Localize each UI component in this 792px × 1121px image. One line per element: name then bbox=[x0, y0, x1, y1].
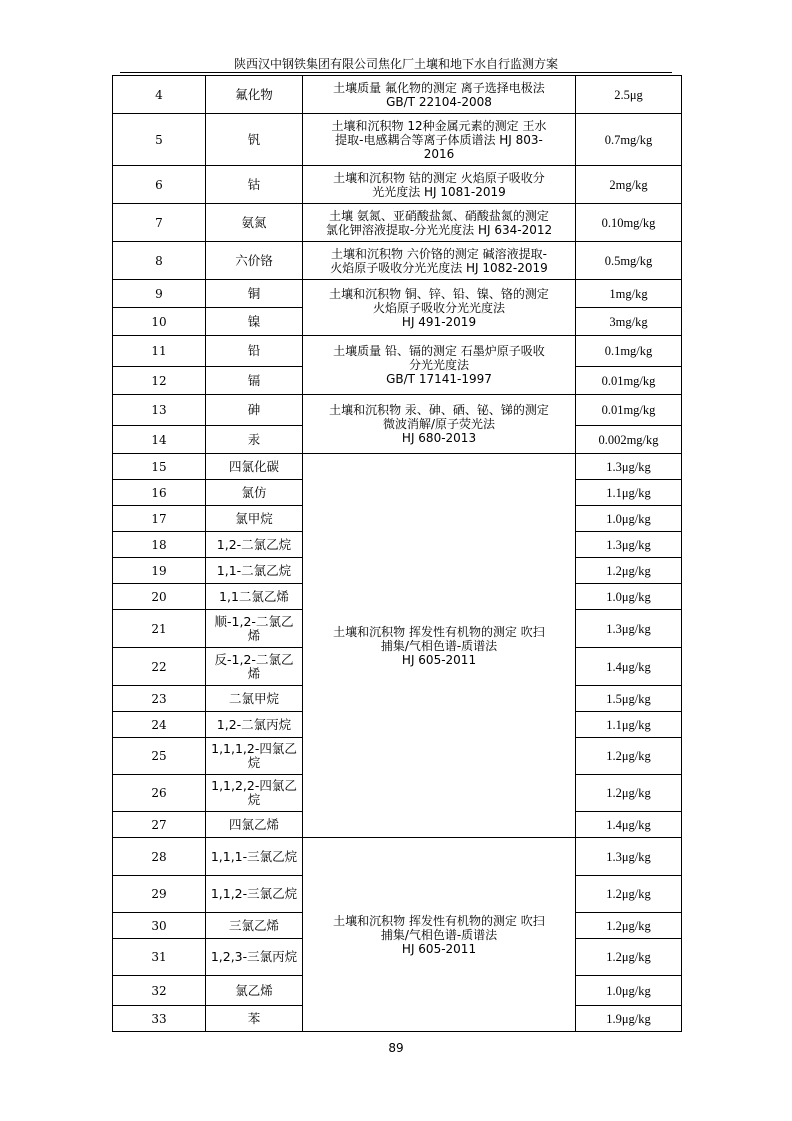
method-line: 土壤和沉积物 挥发性有机物的测定 吹扫 bbox=[333, 913, 545, 928]
method-line: 土壤质量 铅、镉的测定 石墨炉原子吸收 bbox=[333, 344, 545, 358]
monitoring-methods-table bbox=[112, 75, 682, 1032]
method-line: GB/T 17141-1997 bbox=[386, 372, 492, 386]
analyte-name: 钴 bbox=[206, 166, 303, 204]
analyte-name: 1,2-二氯丙烷 bbox=[206, 712, 303, 738]
method-line: 火焰原子吸收分光光度法 HJ 1082-2019 bbox=[330, 260, 548, 275]
detection-limit: 0.7mg/kg bbox=[576, 114, 682, 166]
row-number: 25 bbox=[113, 738, 206, 775]
row-number: 21 bbox=[113, 610, 206, 648]
row-number: 16 bbox=[113, 480, 206, 506]
analysis-method bbox=[303, 114, 576, 166]
analyte-name: 镍 bbox=[206, 308, 303, 336]
detection-limit: 2mg/kg bbox=[576, 166, 682, 204]
row-number: 13 bbox=[113, 395, 206, 426]
method-line: 2016 bbox=[423, 146, 455, 161]
method-line: 捕集/气相色谱-质谱法 bbox=[380, 638, 498, 653]
analysis-method bbox=[303, 204, 576, 242]
table-row bbox=[113, 395, 682, 426]
detection-limit: 1.4μg/kg bbox=[576, 812, 682, 838]
method-line: 土壤和沉积物 汞、砷、硒、铋、锑的测定 bbox=[329, 403, 549, 417]
analysis-method bbox=[303, 280, 576, 336]
analyte-name: 氯乙烯 bbox=[206, 976, 303, 1006]
detection-limit: 1.3μg/kg bbox=[576, 838, 682, 876]
row-number: 27 bbox=[113, 812, 206, 838]
table-row bbox=[113, 76, 682, 114]
row-number: 15 bbox=[113, 454, 206, 480]
detection-limit: 1.5μg/kg bbox=[576, 686, 682, 712]
method-line: 氯化钾溶液提取-分光光度法 HJ 634-2012 bbox=[325, 222, 553, 237]
analyte-name: 苯 bbox=[206, 1006, 303, 1032]
row-number: 4 bbox=[113, 76, 206, 114]
page-header: 陕西汉中钢铁集团有限公司焦化厂土壤和地下水自行监测方案 bbox=[233, 57, 558, 71]
detection-limit: 1mg/kg bbox=[576, 280, 682, 308]
row-number: 7 bbox=[113, 204, 206, 242]
method-line: HJ 491-2019 bbox=[401, 314, 477, 329]
method-line: 土壤和沉积物 钴的测定 火焰原子吸收分 bbox=[333, 170, 545, 185]
detection-limit: 1.3μg/kg bbox=[576, 532, 682, 558]
row-number: 29 bbox=[113, 876, 206, 913]
detection-limit: 2.5μg bbox=[576, 76, 682, 114]
analyte-name: 二氯甲烷 bbox=[206, 686, 303, 712]
analyte-name: 1,2,3-三氯丙烷 bbox=[206, 939, 303, 976]
table-row bbox=[113, 114, 682, 166]
detection-limit: 1.2μg/kg bbox=[576, 876, 682, 913]
table-row bbox=[113, 280, 682, 308]
row-number: 6 bbox=[113, 166, 206, 204]
analyte-name: 镉 bbox=[206, 367, 303, 395]
analysis-method bbox=[303, 242, 576, 280]
detection-limit: 1.4μg/kg bbox=[576, 648, 682, 686]
row-number: 8 bbox=[113, 242, 206, 280]
analysis-method bbox=[303, 454, 576, 838]
table-row bbox=[113, 838, 682, 876]
detection-limit: 1.0μg/kg bbox=[576, 506, 682, 532]
analyte-name: 砷 bbox=[206, 395, 303, 426]
analyte-name: 铅 bbox=[206, 336, 303, 367]
analyte-name: 反-1,2-二氯乙烯 bbox=[206, 648, 303, 686]
table-row bbox=[113, 242, 682, 280]
method-line: 土壤和沉积物 六价铬的测定 碱溶液提取- bbox=[331, 246, 547, 261]
detection-limit: 0.10mg/kg bbox=[576, 204, 682, 242]
analyte-name: 1,1,1,2-四氯乙烷 bbox=[206, 738, 303, 775]
detection-limit: 1.3μg/kg bbox=[576, 610, 682, 648]
analysis-method bbox=[303, 395, 576, 454]
row-number: 28 bbox=[113, 838, 206, 876]
analyte-name: 三氯乙烯 bbox=[206, 913, 303, 939]
row-number: 11 bbox=[113, 336, 206, 367]
method-line: 土壤 氨氮、亚硝酸盐氮、硝酸盐氮的测定 bbox=[329, 208, 549, 223]
method-line: HJ 680-2013 bbox=[401, 431, 477, 445]
row-number: 23 bbox=[113, 686, 206, 712]
analyte-name: 氨氮 bbox=[206, 204, 303, 242]
table-row bbox=[113, 166, 682, 204]
row-number: 9 bbox=[113, 280, 206, 308]
detection-limit: 1.1μg/kg bbox=[576, 480, 682, 506]
analysis-method bbox=[303, 76, 576, 114]
analyte-name: 氯甲烷 bbox=[206, 506, 303, 532]
method-line: 土壤和沉积物 铜、锌、铅、镍、铬的测定 bbox=[329, 286, 549, 301]
analyte-name: 1,1二氯乙烯 bbox=[206, 584, 303, 610]
analyte-name: 六价铬 bbox=[206, 242, 303, 280]
detection-limit: 3mg/kg bbox=[576, 308, 682, 336]
analysis-method bbox=[303, 336, 576, 395]
analyte-name: 氯仿 bbox=[206, 480, 303, 506]
detection-limit: 1.0μg/kg bbox=[576, 584, 682, 610]
detection-limit: 0.01mg/kg bbox=[576, 367, 682, 395]
detection-limit: 0.01mg/kg bbox=[576, 395, 682, 426]
analyte-name: 顺-1,2-二氯乙烯 bbox=[206, 610, 303, 648]
analyte-name: 氟化物 bbox=[206, 76, 303, 114]
method-line: 土壤和沉积物 挥发性有机物的测定 吹扫 bbox=[333, 624, 545, 639]
analyte-name: 四氯化碳 bbox=[206, 454, 303, 480]
analyte-name: 汞 bbox=[206, 426, 303, 454]
method-line: 分光光度法 bbox=[408, 358, 469, 372]
method-line: 捕集/气相色谱-质谱法 bbox=[380, 927, 498, 942]
row-number: 24 bbox=[113, 712, 206, 738]
method-line: 光光度法 HJ 1081-2019 bbox=[372, 184, 506, 199]
detection-limit: 1.0μg/kg bbox=[576, 976, 682, 1006]
page-number: 89 bbox=[388, 1041, 404, 1055]
method-line: 火焰原子吸收分光光度法 bbox=[372, 300, 505, 315]
table-row bbox=[113, 336, 682, 367]
detection-limit: 1.3μg/kg bbox=[576, 454, 682, 480]
method-line: HJ 605-2011 bbox=[401, 941, 477, 956]
analyte-name: 1,1-二氯乙烷 bbox=[206, 558, 303, 584]
row-number: 17 bbox=[113, 506, 206, 532]
analysis-method bbox=[303, 838, 576, 1032]
detection-limit: 1.2μg/kg bbox=[576, 558, 682, 584]
row-number: 26 bbox=[113, 775, 206, 812]
analyte-name: 1,1,1-三氯乙烷 bbox=[206, 838, 303, 876]
method-line: 土壤和沉积物 12种金属元素的测定 王水 bbox=[331, 118, 547, 133]
row-number: 12 bbox=[113, 367, 206, 395]
header-rule bbox=[120, 72, 672, 73]
detection-limit: 1.1μg/kg bbox=[576, 712, 682, 738]
detection-limit: 0.002mg/kg bbox=[576, 426, 682, 454]
method-line: HJ 605-2011 bbox=[401, 652, 477, 667]
detection-limit: 1.2μg/kg bbox=[576, 738, 682, 775]
analyte-name: 1,1,2,2-四氯乙烷 bbox=[206, 775, 303, 812]
row-number: 18 bbox=[113, 532, 206, 558]
detection-limit: 0.1mg/kg bbox=[576, 336, 682, 367]
detection-limit: 1.2μg/kg bbox=[576, 913, 682, 939]
method-line: 提取-电感耦合等离子体质谱法 HJ 803- bbox=[335, 132, 543, 147]
detection-limit: 0.5mg/kg bbox=[576, 242, 682, 280]
method-line: GB/T 22104-2008 bbox=[386, 94, 492, 109]
table-row bbox=[113, 454, 682, 480]
analysis-method bbox=[303, 166, 576, 204]
detection-limit: 1.2μg/kg bbox=[576, 775, 682, 812]
row-number: 33 bbox=[113, 1006, 206, 1032]
analyte-name: 1,2-二氯乙烷 bbox=[206, 532, 303, 558]
row-number: 14 bbox=[113, 426, 206, 454]
row-number: 31 bbox=[113, 939, 206, 976]
row-number: 5 bbox=[113, 114, 206, 166]
row-number: 32 bbox=[113, 976, 206, 1006]
row-number: 30 bbox=[113, 913, 206, 939]
method-line: 土壤质量 氟化物的测定 离子选择电极法 bbox=[333, 80, 545, 95]
table-row bbox=[113, 204, 682, 242]
analyte-name: 铜 bbox=[206, 280, 303, 308]
method-line: 微波消解/原子荧光法 bbox=[382, 417, 496, 431]
analyte-name: 钒 bbox=[206, 114, 303, 166]
row-number: 20 bbox=[113, 584, 206, 610]
row-number: 22 bbox=[113, 648, 206, 686]
detection-limit: 1.2μg/kg bbox=[576, 939, 682, 976]
detection-limit: 1.9μg/kg bbox=[576, 1006, 682, 1032]
row-number: 19 bbox=[113, 558, 206, 584]
analyte-name: 四氯乙烯 bbox=[206, 812, 303, 838]
row-number: 10 bbox=[113, 308, 206, 336]
analyte-name: 1,1,2-三氯乙烷 bbox=[206, 876, 303, 913]
